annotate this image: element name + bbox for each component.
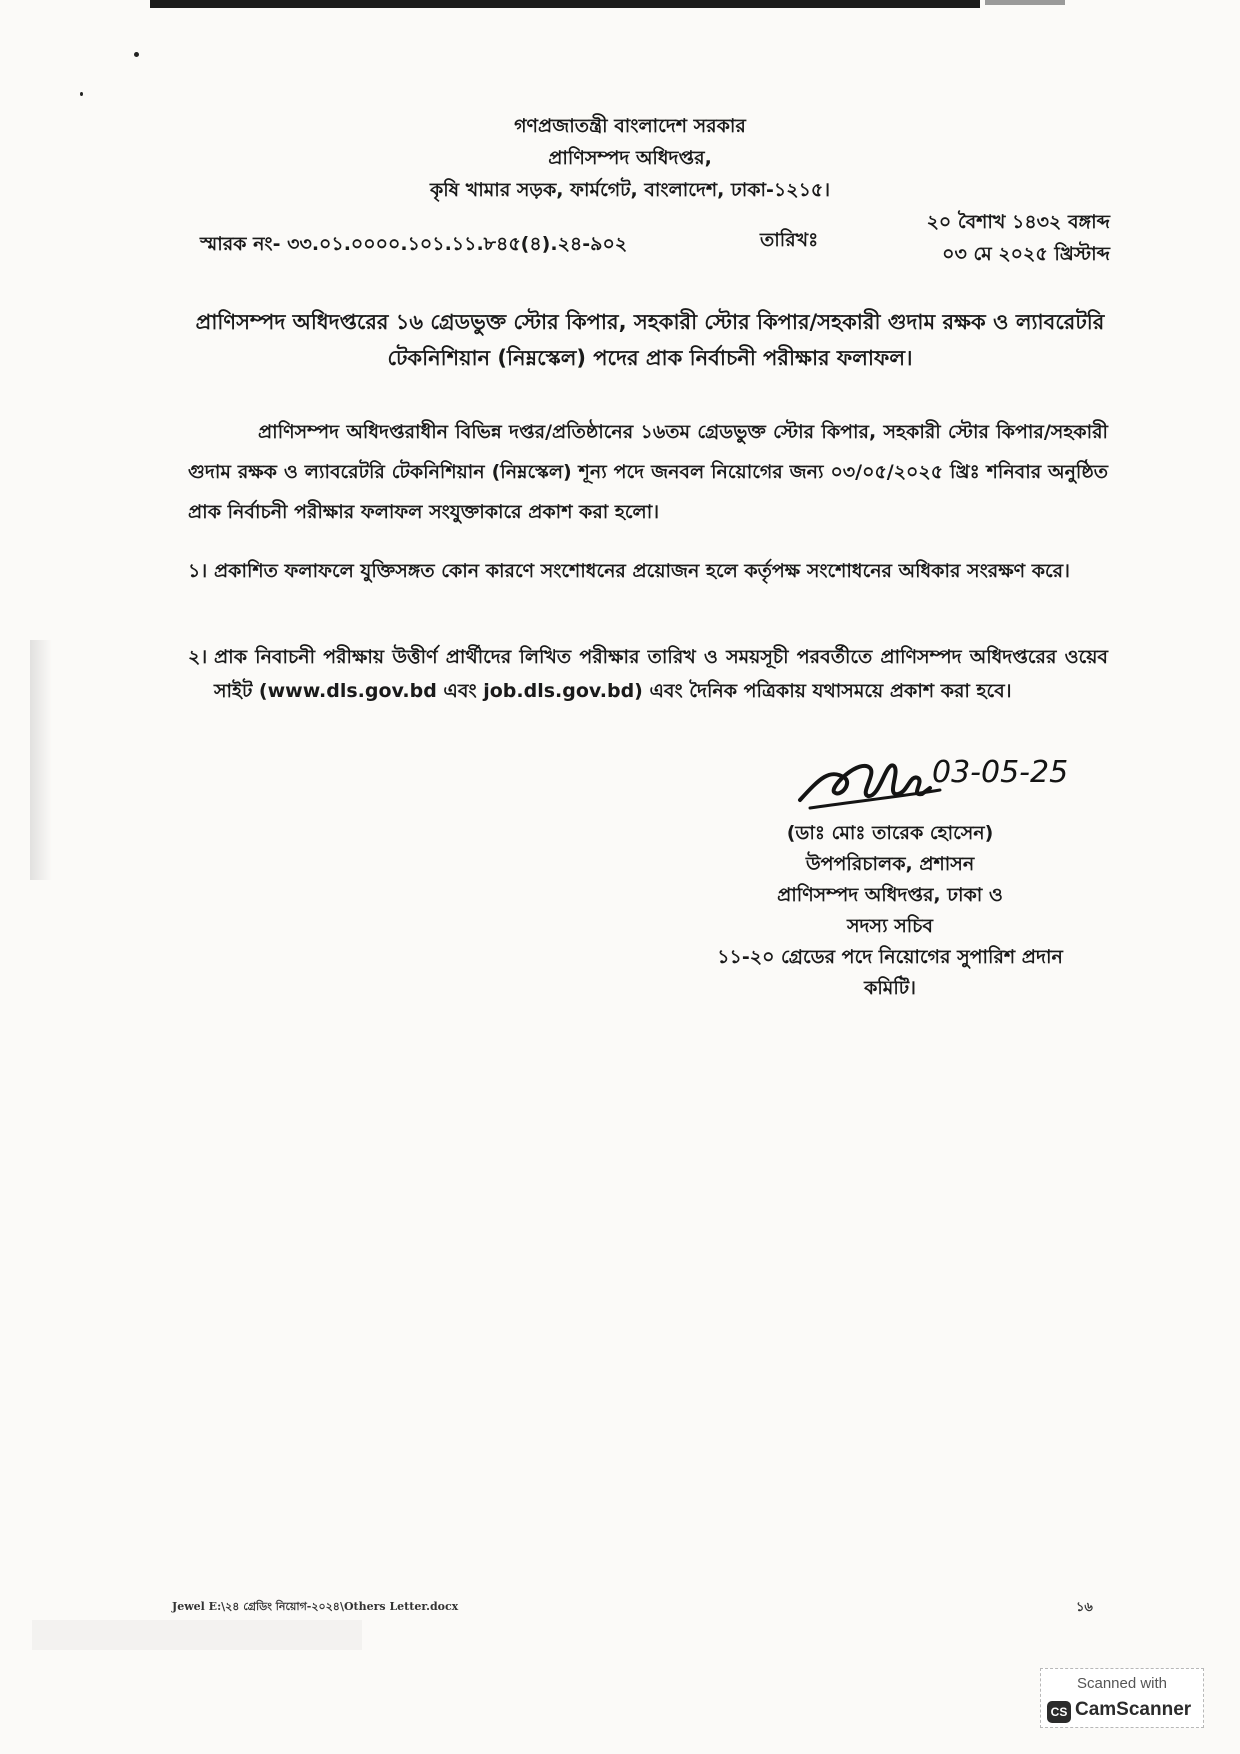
signer-committee: ১১-২০ গ্রেডের পদে নিয়োগের সুপারিশ প্রদান: [717, 946, 1063, 968]
camscanner-badge: [1040, 1668, 1204, 1728]
list-item-text: প্রকাশিত ফলাফলে যুক্তিসঙ্গত কোন কারণে সংশোধনের প্রয়োজন হলে কর্তৃপক্ষ সংশোধনের অধিকার সংরক্ষণ করে।: [214, 560, 1070, 582]
body-paragraph: প্রাণিসম্পদ অধিদপ্তরাধীন বিভিন্ন দপ্তর/প্রতিষ্ঠানের ১৬তম গ্রেডভুক্ত স্টোর কিপার, সহকারী স্টোর কিপার/সহকারী গুদাম রক্ষক ও ল্যাবরেটরি টেকনিশিয়ান (নিম্নস্কেল) শূন্য পদে জনবল নিয়োগের জন্য ০৩/০৫/২০২৫ খ্রিঃ শনিবার অনুষ্ঠিত প্রাক নির্বাচনী পরীক্ষার ফলাফল সংযুক্তাকারে প্রকাশ করা হলো।: [188, 421, 1108, 523]
memo-reference: স্মারক নং- ৩৩.০১.০০০০.১০১.১১.৮৪৫(৪).২৪-৯০২: [200, 233, 628, 255]
date-label: তারিখঃ: [760, 229, 819, 251]
badge-caption: Scanned with: [1076, 1675, 1168, 1692]
footer-file-path: Jewel E:\২৪ গ্রেডিং নিয়োগ-২০২৪\Others Letter.docx: [172, 1600, 459, 1613]
letterhead-government: গণপ্রজাতন্ত্রী বাংলাদেশ সরকার: [514, 115, 746, 137]
scan-speck: [134, 52, 139, 57]
letterhead-address: কৃষি খামার সড়ক, ফার্মগেট, বাংলাদেশ, ঢাকা-১২১৫।: [429, 179, 831, 201]
letterhead: [380, 110, 880, 206]
signer-office: প্রাণিসম্পদ অধিদপ্তর, ঢাকা ও: [777, 884, 1003, 906]
scan-edge-bar-right: [985, 0, 1065, 5]
badge-brand-name: CamScanner: [1075, 1699, 1192, 1720]
signer-name: (ডাঃ মোঃ তারেক হোসেন): [786, 822, 994, 844]
scan-shadow: [30, 640, 52, 880]
camscanner-logo-icon: CS: [1047, 1701, 1071, 1723]
memo-dates: [870, 206, 1110, 270]
scan-shadow: [32, 1620, 362, 1650]
signer-block: [690, 818, 1090, 1004]
letterhead-department: প্রাণিসম্পদ অধিদপ্তর,: [548, 147, 712, 169]
list-item-number: ২।: [188, 646, 208, 668]
subject-heading: প্রাণিসম্পদ অধিদপ্তরের ১৬ গ্রেডভুক্ত স্টোর কিপার, সহকারী স্টোর কিপার/সহকারী গুদাম রক্ষক ও ল্যাবরেটরি টেকনিশিয়ান (নিম্নস্কেল) পদের প্রাক নির্বাচনী পরীক্ষার ফলাফল।: [195, 310, 1105, 370]
date-gregorian: ০৩ মে ২০২৫ খ্রিস্টাব্দ: [942, 243, 1110, 265]
list-item: [188, 554, 1108, 588]
list-item-text: প্রাক নিবাচনী পরীক্ষায় উত্তীর্ণ প্রার্থীদের লিখিত পরীক্ষার তারিখ ও সময়সূচী পরবর্তীতে প্রাণিসম্পদ অধিদপ্তরের ওয়েব সাইট (www.dls.gov.bd এবং job.dls.gov.bd) এবং দৈনিক পত্রিকায় যথাসময়ে প্রকাশ করা হবে।: [214, 646, 1108, 702]
signer-designation: উপপরিচালক, প্রশাসন: [805, 853, 975, 875]
signature-date: 03-05-25: [932, 755, 1069, 790]
scan-speck: [80, 92, 83, 96]
list-item: [188, 640, 1108, 708]
signer-committee-end: কমিটি।: [864, 977, 916, 999]
handwritten-signature: [790, 738, 1080, 818]
scan-edge-bar: [150, 0, 980, 8]
list-item-number: ১।: [188, 560, 208, 582]
page-number: ১৬: [1076, 1600, 1093, 1615]
date-bangla: ২০ বৈশাখ ১৪৩২ বঙ্গাব্দ: [926, 211, 1110, 233]
signer-role: সদস্য সচিব: [846, 915, 934, 937]
